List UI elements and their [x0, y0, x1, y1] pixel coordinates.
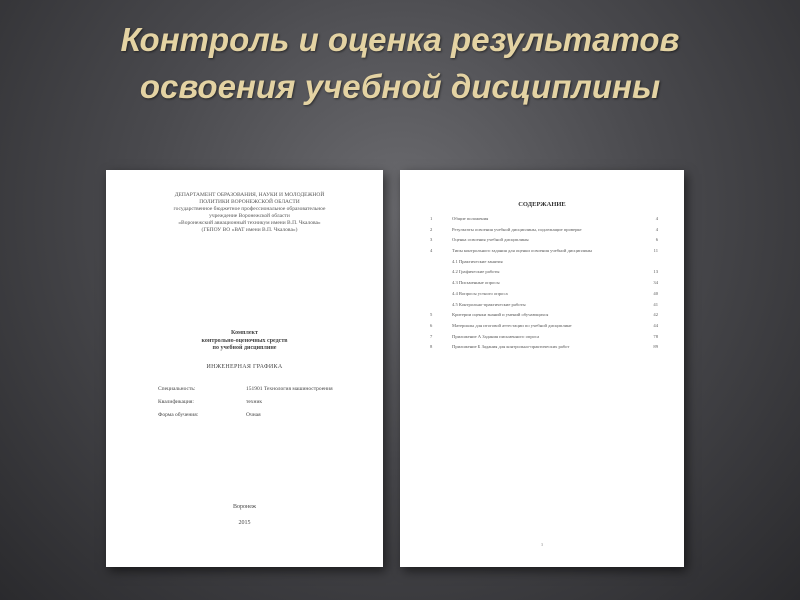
document-title-line: по учебной дисциплине [212, 345, 277, 351]
field-value: техник [246, 399, 263, 405]
contents-row-page: 6 [655, 237, 658, 243]
slide-title-line1: Контроль и оценка результатов [120, 21, 680, 58]
contents-row-page: 89 [653, 344, 658, 350]
contents-row-number: 5 [430, 312, 433, 318]
contents-row-page: 4 [655, 216, 658, 221]
contents-row-page: 42 [653, 312, 658, 318]
document-title-line: контрольно-оценочных средств [201, 337, 288, 344]
contents-row [430, 237, 658, 248]
contents-row-title: Критерии оценки знаний и умений обучающихся [452, 312, 549, 318]
contents-row-number: 1 [430, 216, 433, 221]
contents-row-title: Результаты освоения учебной дисциплины, подлежащие проверке [452, 226, 582, 232]
study-form-row [158, 412, 261, 418]
title-page-image [106, 170, 383, 567]
contents-row-title: Типы контрольного задания для оценки освоения учебной дисциплины [452, 248, 592, 254]
contents-row-page: 34 [653, 280, 658, 286]
contents-row [430, 259, 658, 270]
specialty-row [158, 386, 333, 392]
org-line: ПОЛИТИКИ ВОРОНЕЖСКОЙ ОБЛАСТИ [199, 199, 300, 205]
contents-row [430, 302, 658, 313]
field-value: Очная [246, 412, 261, 418]
org-line: (ГБПОУ ВО «ВАТ имени В.П. Чкалова») [201, 227, 298, 233]
contents-row-title: Оценка освоения учебной дисциплины [452, 237, 529, 243]
contents-page-image [400, 170, 684, 567]
contents-row-title: 4.5 Контрольно-практические работы [452, 301, 526, 307]
contents-row-title: Общие положения [452, 216, 489, 221]
contents-row [430, 323, 658, 334]
org-line: ДЕПАРТАМЕНТ ОБРАЗОВАНИЯ, НАУКИ И МОЛОДЕЖНОЙ [174, 192, 325, 198]
contents-row [430, 227, 658, 238]
org-line: «Воронежский авиационный техникум имени В.П. Чкалова» [178, 220, 321, 226]
contents-row-page: 78 [653, 333, 658, 339]
contents-row-number: 4 [430, 248, 433, 254]
contents-row-number: 7 [430, 333, 433, 339]
contents-row-page: 13 [653, 269, 658, 275]
contents-list [430, 216, 658, 355]
contents-row [430, 216, 658, 227]
document-title-line: Комплект [231, 330, 258, 336]
field-label: Квалификация: [158, 399, 194, 405]
contents-row-number: 2 [430, 226, 433, 232]
contents-row-page: 44 [653, 322, 658, 328]
slide-title [0, 16, 800, 110]
contents-row [430, 344, 658, 355]
contents-row [430, 280, 658, 291]
contents-heading: СОДЕРЖАНИЕ [518, 201, 566, 208]
field-label: Форма обучения: [158, 412, 199, 418]
contents-row-number: 3 [430, 237, 433, 243]
contents-row-page: 11 [653, 248, 658, 254]
contents-row-number: 6 [430, 322, 433, 328]
contents-row [430, 269, 658, 280]
contents-row-title: 4.2 Графические работы [452, 269, 500, 275]
contents-row-title: Приложение А Задания письменного опроса [452, 333, 540, 339]
subject-name: ИНЖЕНЕРНАЯ ГРАФИКА [206, 364, 283, 370]
contents-row-title: Приложение Б Задания для контрольно-практических работ [452, 344, 570, 350]
contents-row [430, 334, 658, 345]
contents-row-page: 40 [653, 290, 658, 296]
contents-row-title: 4.1 Практические занятия [452, 258, 503, 264]
year: 2015 [238, 520, 251, 526]
field-label: Специальность: [158, 386, 196, 392]
slide-title-line2: освоения учебной дисциплины [139, 68, 661, 105]
contents-row [430, 291, 658, 302]
contents-row-title: 4.4 Вопросы устного опроса [452, 290, 508, 296]
contents-row-number: 8 [430, 344, 433, 350]
contents-row-title: Материалы для итоговой аттестации по учебной дисциплине [452, 322, 572, 328]
page-number: 3 [541, 542, 543, 547]
qualification-row [158, 399, 263, 405]
city: Воронеж [232, 504, 257, 510]
field-value: 151901 Технология машиностроения [246, 386, 333, 392]
contents-row-page: 41 [653, 301, 658, 307]
org-line: государственное бюджетное профессиональное образовательное [173, 206, 326, 212]
organization-header [106, 192, 383, 234]
contents-row [430, 248, 658, 259]
contents-row [430, 312, 658, 323]
org-line: учреждение Воронежской области [209, 213, 290, 219]
document-title [106, 330, 383, 353]
contents-row-page: 4 [655, 226, 658, 232]
contents-row-title: 4.3 Письменные опросы [452, 280, 500, 286]
